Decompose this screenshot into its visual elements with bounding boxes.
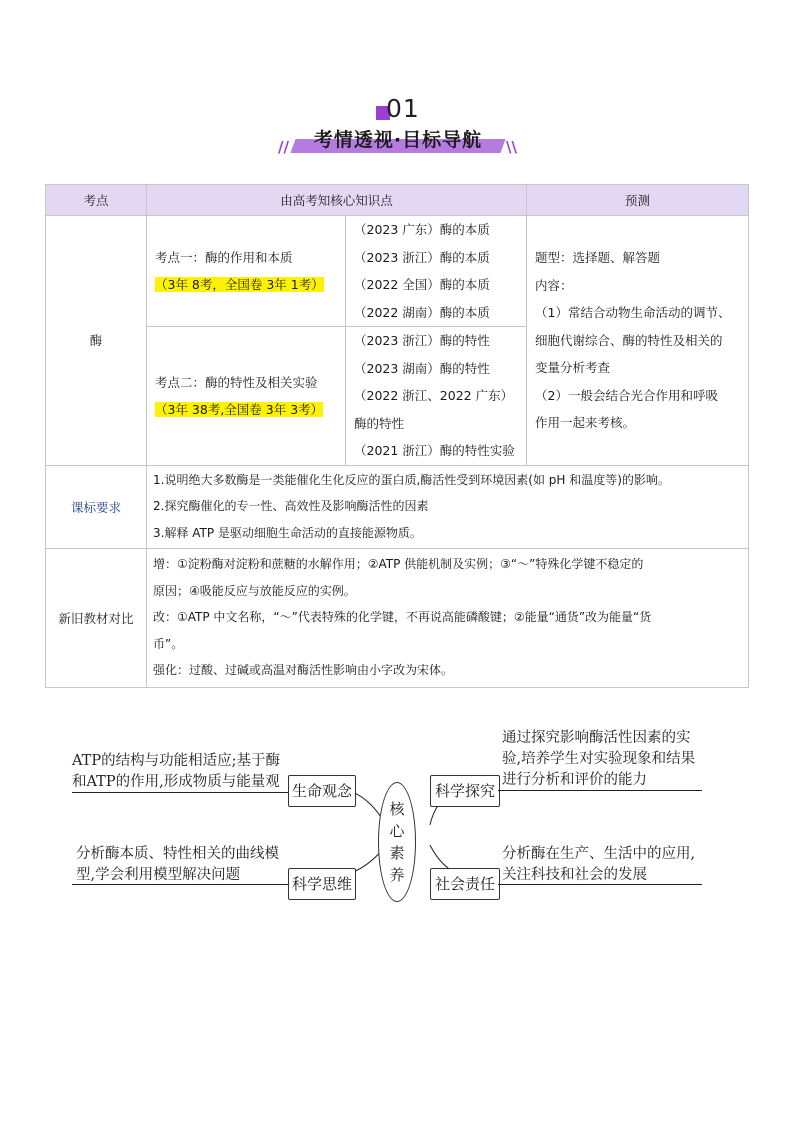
- header-core-knowledge: 由高考知核心知识点: [147, 185, 527, 216]
- scientific-thinking-text: [76, 844, 279, 886]
- social-responsibility-box: 社会责任: [430, 868, 500, 900]
- topic1-cell: [147, 216, 346, 327]
- table-row: [46, 465, 749, 548]
- list-item: （2023 广东）酶的本质: [354, 222, 490, 237]
- textbook-cell: [147, 548, 749, 687]
- standard-line: 3.解释 ATP 是驱动细胞生命活动的直接能源物质。: [153, 525, 422, 540]
- scientific-inquiry-text-line: 验,培养学生对实验现象和结果: [502, 751, 696, 767]
- prediction-line: 变量分析考查: [535, 360, 611, 375]
- social-responsibility-text-line: 分析酶在生产、生活中的应用,: [502, 846, 696, 862]
- topic2-stat: （3年 38考,全国卷 3年 3考）: [155, 401, 324, 417]
- header-prediction: 预测: [527, 185, 749, 216]
- center-char: 素: [389, 844, 405, 862]
- list-item: （2022 浙江、2022 广东）: [354, 388, 514, 403]
- standard-line: 2.探究酶催化的专一性、高效性及影响酶活性的因素: [153, 499, 429, 514]
- life-concept-text: [72, 751, 280, 793]
- table-header-row: [46, 185, 749, 216]
- section-number: [374, 94, 434, 124]
- table-row: [46, 548, 749, 687]
- prediction-line: （1）常结合动物生命活动的调节、: [535, 305, 731, 320]
- textbook-line: 原因；④吸能反应与放能反应的实例。: [153, 583, 356, 598]
- prediction-line: 作用一起来考核。: [535, 415, 636, 430]
- center-char: 养: [389, 866, 405, 884]
- list-item: （2023 浙江）酶的本质: [354, 249, 490, 265]
- topic2-title: 考点二：酶的特性及相关实验: [155, 374, 318, 390]
- center-char: 心: [389, 822, 405, 840]
- standard-cell: [147, 465, 749, 548]
- prediction-line: 内容：: [535, 277, 573, 293]
- section-title-band: [293, 125, 503, 155]
- prediction-line: 细胞代谢综合、酶的特性及相关的: [535, 332, 723, 348]
- topic2-sources: [346, 327, 527, 466]
- topic1-stat: （3年 8考，全国卷 3年 1考）: [155, 277, 324, 292]
- section-number-text: 01: [386, 94, 420, 123]
- life-concept-text-line: 和ATP的作用,形成物质与能量观: [72, 774, 280, 790]
- textbook-line: 币”。: [153, 636, 184, 651]
- social-responsibility-text-line: 关注科技和社会的发展: [502, 867, 647, 883]
- prediction-line: （2）一般会结合光合作用和呼吸: [535, 387, 718, 403]
- table-row: [46, 216, 749, 327]
- prediction-line: 题型：选择题、解答题: [535, 250, 661, 265]
- scientific-inquiry-text-line: 通过探究影响酶活性因素的实: [502, 730, 691, 746]
- textbook-line: 强化：过酸、过碱或高温对酶活性影响由小字改为宋体。: [153, 663, 454, 678]
- header-kaodian: 考点: [46, 185, 147, 216]
- list-item: （2021 浙江）酶的特性实验: [354, 443, 515, 458]
- core-competency-oval: [378, 782, 416, 902]
- textbook-label: 新旧教材对比: [46, 548, 147, 687]
- standard-label: 课标要求: [46, 465, 147, 548]
- center-char: 核: [389, 800, 405, 818]
- scientific-thinking-text-line: 型,学会利用模型解决问题: [76, 867, 241, 883]
- life-concept-text-line: ATP的结构与功能相适应;基于酶: [72, 753, 280, 769]
- life-concept-box: 生命观念: [288, 775, 356, 807]
- scientific-thinking-box: 科学思维: [288, 868, 356, 900]
- prediction-cell: [527, 216, 749, 466]
- scientific-inquiry-text-line: 进行分析和评价的能力: [502, 772, 647, 788]
- scientific-inquiry-text: [502, 728, 695, 791]
- list-item: （2023 湖南）酶的特性: [354, 360, 490, 376]
- core-competency-diagram: [60, 720, 730, 920]
- list-item: 酶的特性: [354, 415, 405, 431]
- list-item: （2023 浙江）酶的特性: [354, 333, 490, 348]
- textbook-line: 增：①淀粉酶对淀粉和蔗糖的水解作用；②ATP 供能机制及实例；③“～”特殊化学键不稳定的: [153, 557, 644, 572]
- decor-slash-left: //: [278, 138, 289, 156]
- scientific-thinking-text-line: 分析酶本质、特性相关的曲线模: [76, 846, 279, 862]
- list-item: （2022 湖南）酶的本质: [354, 304, 490, 320]
- list-item: （2022 全国）酶的本质: [354, 277, 490, 292]
- standard-line: 1.说明绝大多数酶是一类能催化生化反应的蛋白质,酶活性受到环境因素(如 pH 和温度等)的影响。: [153, 472, 670, 487]
- exam-analysis-table: [45, 184, 749, 688]
- enzyme-cell: 酶: [46, 216, 147, 466]
- divider-line: [72, 884, 290, 885]
- topic2-cell: [147, 327, 346, 466]
- divider-line: [72, 792, 290, 793]
- section-title: 考情透视·目标导航: [313, 129, 483, 151]
- scientific-inquiry-box: 科学探究: [430, 775, 500, 807]
- topic1-sources: [346, 216, 527, 327]
- topic1-title: 考点一：酶的作用和本质: [155, 250, 293, 265]
- social-responsibility-text: [502, 844, 695, 886]
- decor-slash-right: \\: [506, 138, 517, 156]
- textbook-line: 改：①ATP 中文名称，“～”代表特殊的化学键，不再说高能磷酸键；②能量“通货”改为能量“货: [153, 610, 652, 625]
